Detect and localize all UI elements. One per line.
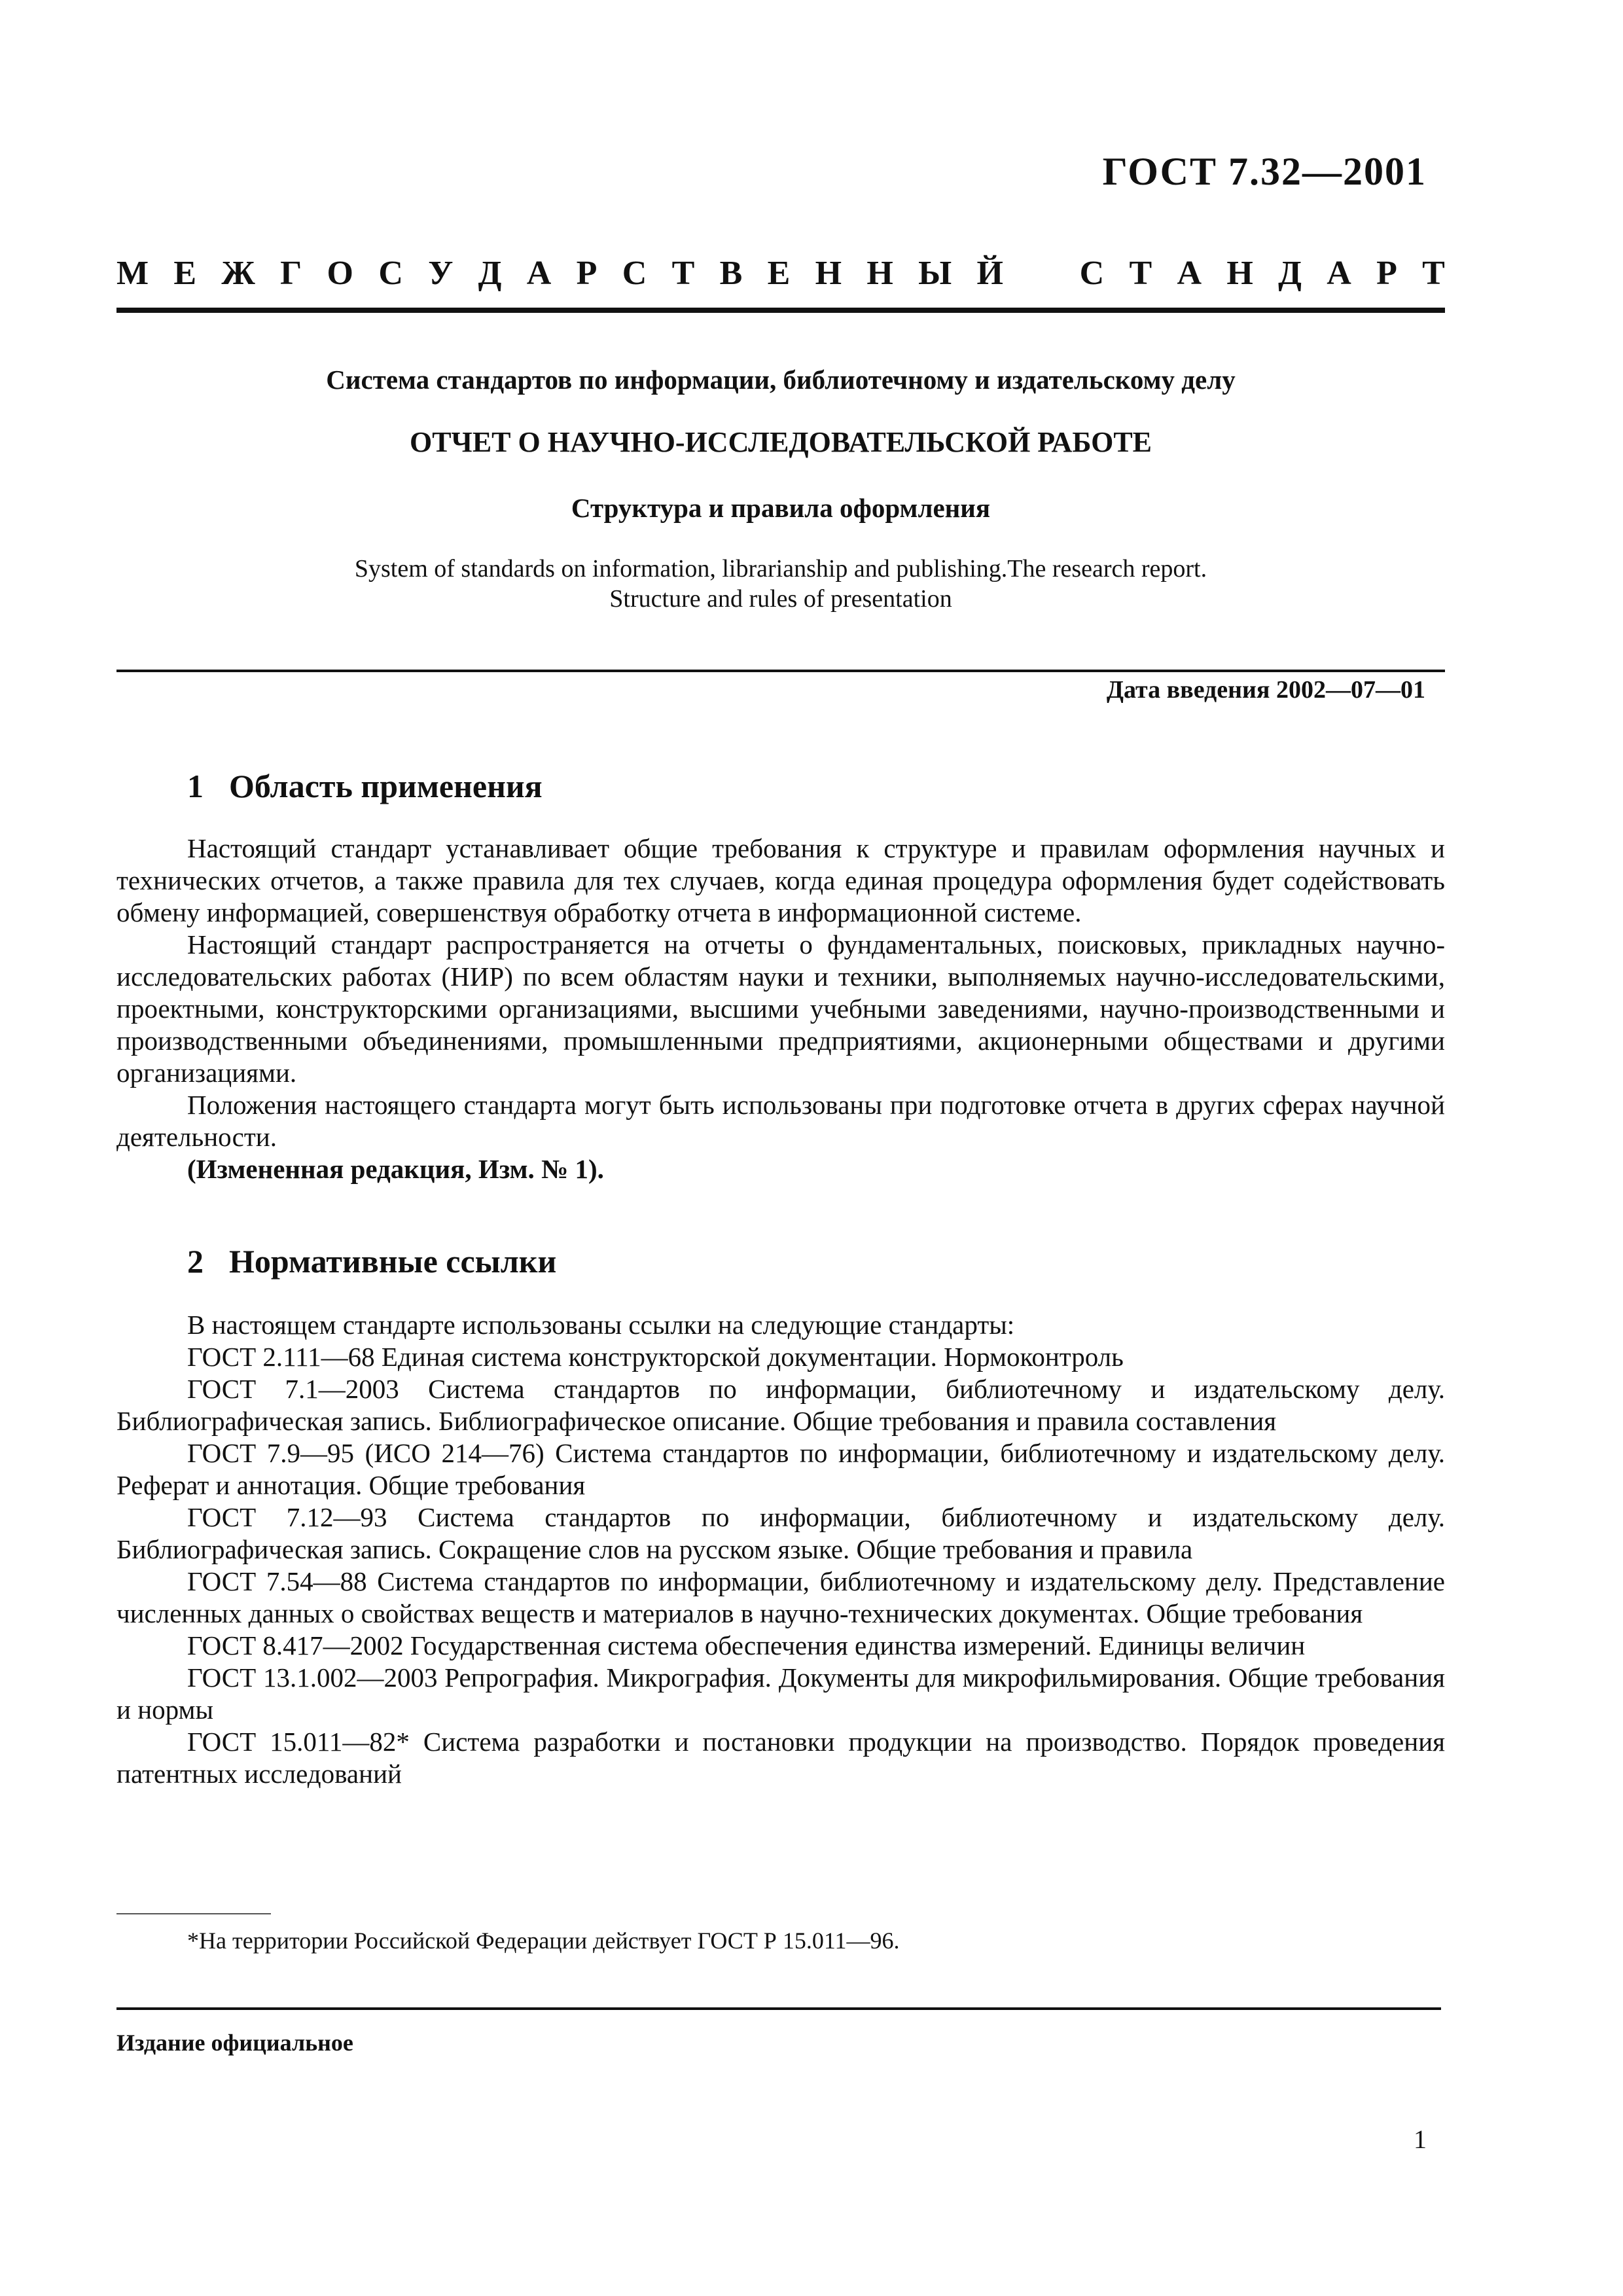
english-title-line2: Structure and rules of presentation [609, 585, 952, 613]
heading-letter: Ж [221, 255, 255, 292]
bottom-rule [116, 2007, 1441, 2010]
heading-letter: Г [280, 255, 302, 292]
official-edition-label: Издание официальное [116, 2030, 353, 2056]
reference-item: ГОСТ 7.1—2003 Система стандартов по информации, библиотечному и издательскому делу. Библиографическая запись. Библиографическое описание. Общие требования и правила составления [116, 1374, 1445, 1436]
heading-letter: Й [976, 255, 1003, 292]
system-title: Система стандартов по информации, библиотечному и издательскому делу [326, 365, 1236, 395]
top-rule [116, 308, 1445, 313]
heading-letter: Н [815, 255, 842, 292]
gost-number: ГОСТ 7.32—2001 [1102, 150, 1427, 193]
heading-letter: У [428, 255, 454, 292]
heading-letter: Ы [918, 255, 952, 292]
subtitle: Структура и правила оформления [571, 493, 991, 523]
heading-letter: Д [478, 255, 502, 292]
section1-heading [187, 767, 543, 805]
heading-letter: А [1327, 255, 1351, 292]
heading-letter: С [1079, 255, 1105, 292]
section1-paragraph: Настоящий стандарт устанавливает общие требования к структуре и правилам оформления научных и технических отчетов, а также правила для тех случаев, когда единая процедура оформления будет содействовать обмену информацией, совершенствуя обработку отчета в информационной системе. [116, 833, 1445, 927]
middle-rule [116, 670, 1445, 672]
heading-letter: Р [576, 255, 597, 292]
section1-paragraph: Настоящий стандарт распространяется на отчеты о фундаментальных, поисковых, прикладных научно-исследовательских работах (НИР) по всем областям науки и техники, выполняемых научно-исследовательскими, проектными, конструкторскими организациями, высшими учебными заведениями, научно-производственными и производственными объединениями, промышленными предприятиями, акционерными обществами и другими организациями. [116, 929, 1445, 1088]
section1-number: 1 [187, 768, 204, 804]
reference-item: ГОСТ 8.417—2002 Государственная система обеспечения единства измерений. Единицы величин [187, 1630, 1306, 1660]
footnote: *На территории Российской Федерации действует ГОСТ Р 15.011—96. [187, 1928, 900, 1954]
english-title [116, 554, 1445, 614]
heading-letter: Д [1278, 255, 1302, 292]
heading-letter: Е [767, 255, 791, 292]
amendment-note: (Измененная редакция, Изм. № 1). [187, 1154, 604, 1184]
section2-title: Нормативные ссылки [229, 1243, 557, 1280]
date-of-introduction: Дата введения 2002—07—01 [1106, 676, 1425, 704]
page-number: 1 [1414, 2125, 1427, 2154]
heading-letter: А [526, 255, 552, 292]
section1-title: Область применения [229, 768, 543, 804]
heading-letter: О [327, 255, 353, 292]
section1-paragraph: Положения настоящего стандарта могут быть использованы при подготовке отчета в других сферах научной деятельности. [116, 1090, 1445, 1152]
reference-item: ГОСТ 7.12—93 Система стандартов по информации, библиотечному и издательскому делу. Библиографическая запись. Сокращение слов на русском языке. Общие требования и правила [116, 1502, 1445, 1564]
reference-item: ГОСТ 7.9—95 (ИСО 214—76) Система стандартов по информации, библиотечному и издательскому делу. Реферат и аннотация. Общие требования [116, 1438, 1445, 1500]
heading-letter: Т [671, 255, 695, 292]
main-title: ОТЧЕТ О НАУЧНО-ИССЛЕДОВАТЕЛЬСКОЙ РАБОТЕ [409, 426, 1152, 458]
heading-letter: С [622, 255, 647, 292]
heading-letter: Н [866, 255, 893, 292]
section2-heading [187, 1242, 556, 1280]
heading-letter: В [719, 255, 743, 292]
section2-body [116, 1309, 1445, 1790]
heading-letter: М [116, 255, 149, 292]
word-gap [1028, 254, 1054, 293]
heading-letter: С [378, 255, 403, 292]
heading-letter: А [1177, 255, 1202, 292]
footnote-rule [116, 1913, 271, 1914]
heading-letter: Т [1129, 255, 1152, 292]
section1-amendment [116, 1153, 1445, 1185]
reference-item: ГОСТ 13.1.002—2003 Репрография. Микрография. Документы для микрофильмирования. Общие требования и нормы [116, 1662, 1445, 1725]
interstate-standard-heading [116, 254, 1445, 293]
heading-letter: Т [1422, 255, 1445, 292]
heading-letter: Р [1376, 255, 1397, 292]
section2-intro: В настоящем стандарте использованы ссылки на следующие стандарты: [187, 1310, 1015, 1340]
reference-item: ГОСТ 7.54—88 Система стандартов по информации, библиотечному и издательскому делу. Представление численных данных о свойствах веществ и материалов в научно-технических документах. Общие требования [116, 1566, 1445, 1628]
reference-item: ГОСТ 15.011—82* Система разработки и постановки продукции на производство. Порядок проведения патентных исследований [116, 1727, 1445, 1789]
section1-body [116, 833, 1445, 1185]
heading-letter: Е [173, 255, 197, 292]
reference-item: ГОСТ 2.111—68 Единая система конструкторской документации. Нормоконтроль [187, 1342, 1124, 1372]
english-title-line1: System of standards on information, librarianship and publishing.The research report. [354, 555, 1207, 583]
section2-number: 2 [187, 1243, 204, 1280]
heading-letter: Н [1226, 255, 1253, 292]
